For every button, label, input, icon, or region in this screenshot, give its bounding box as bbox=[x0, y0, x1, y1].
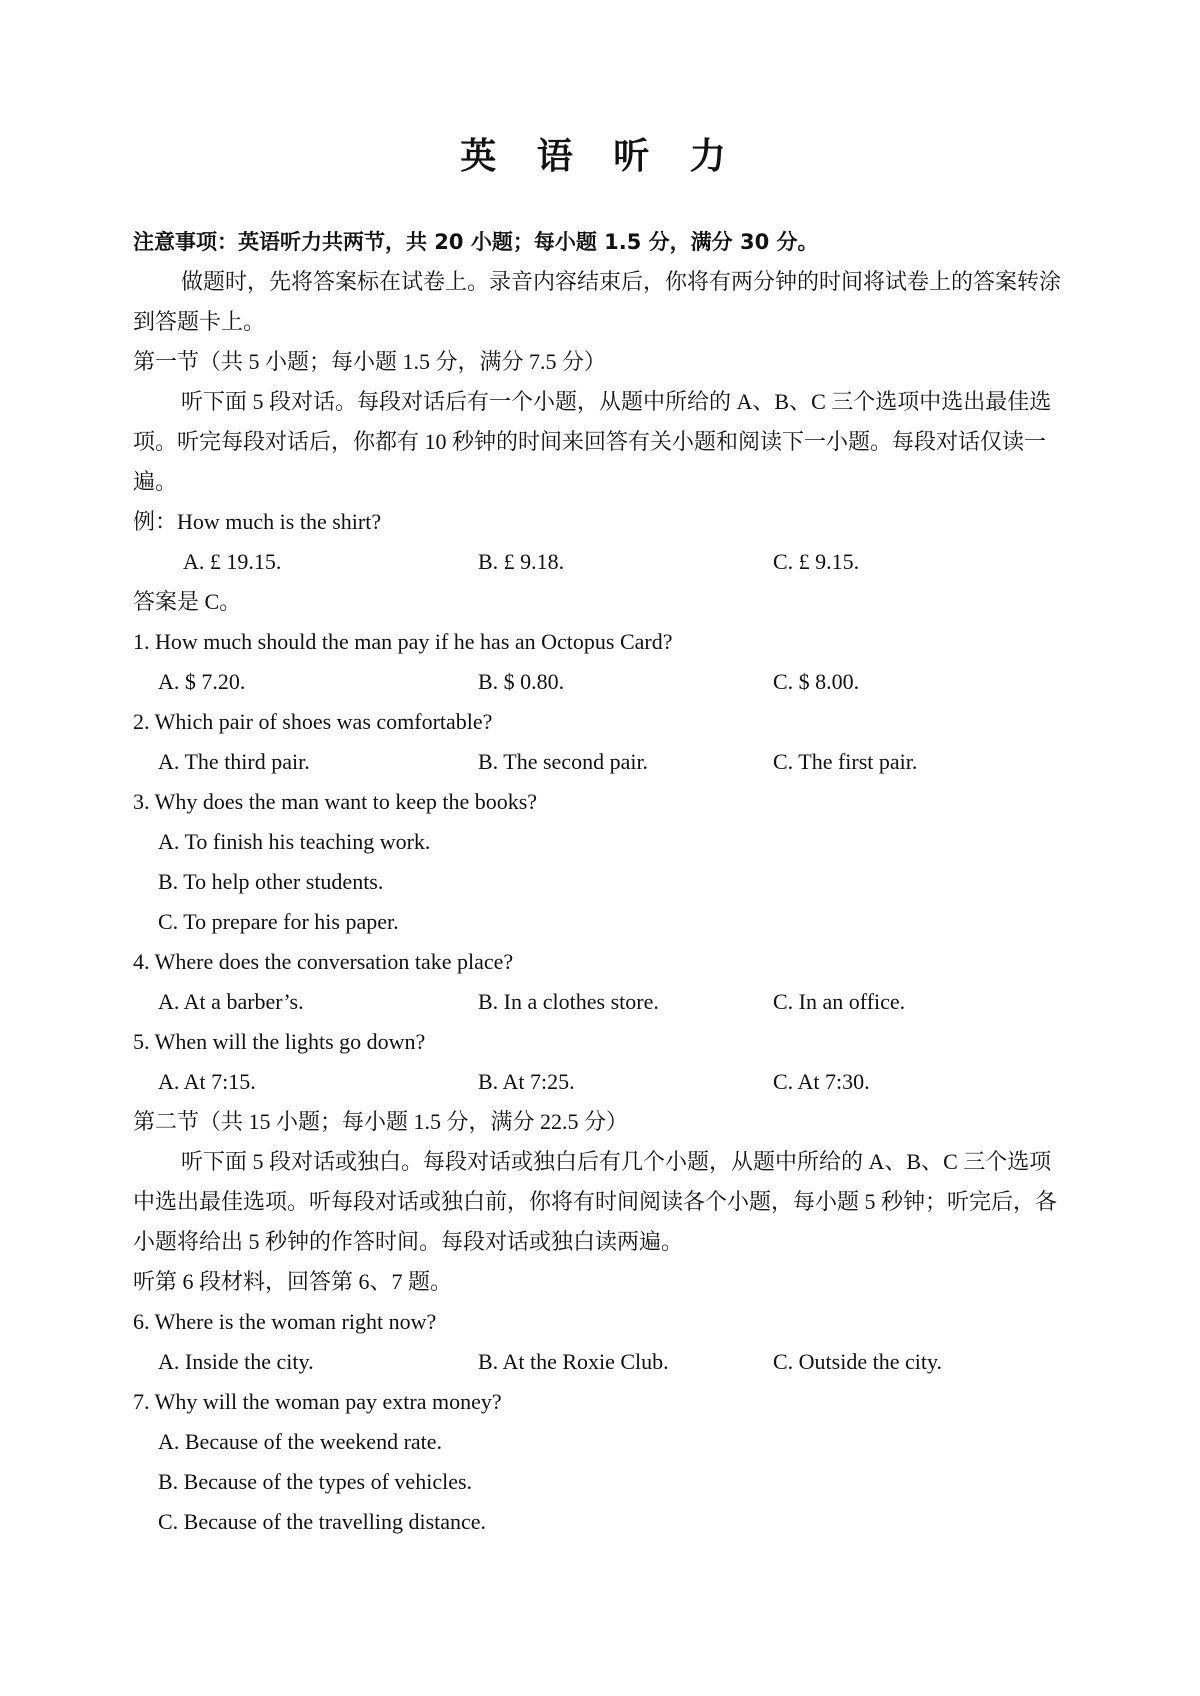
option-b: B. To help other students. bbox=[158, 869, 384, 894]
question-5: 5. When will the lights go down? bbox=[133, 1029, 426, 1054]
option-c: C. £ 9.15. bbox=[773, 549, 860, 574]
option-c: C. Because of the travelling distance. bbox=[158, 1509, 487, 1534]
section2-intro: 听下面 5 段对话或独白。每段对话或独白后有几个小题，从题中所给的 A、B、C 三个选项中选出最佳选项。听每段对话或独白前，你将有时间阅读各个小题，每小题 5 秒钟；听完后，各小题将给出 5 秒钟的作答时间。每段对话或独白读两遍。 bbox=[133, 1149, 1058, 1254]
question-3: 3. Why does the man want to keep the books? bbox=[133, 789, 538, 814]
option-c: C. Outside the city. bbox=[773, 1349, 943, 1374]
question-5-options bbox=[133, 1062, 1073, 1102]
question-7: 7. Why will the woman pay extra money? bbox=[133, 1389, 502, 1414]
option-a: A. $ 7.20. bbox=[158, 669, 246, 694]
question-4-options bbox=[133, 982, 1073, 1022]
question-6: 6. Where is the woman right now? bbox=[133, 1309, 437, 1334]
question-1-options bbox=[133, 662, 1073, 702]
notice-heading: 注意事项：英语听力共两节，共 20 小题；每小题 1.5 分，满分 30 分。 bbox=[133, 230, 819, 254]
question-6-options bbox=[133, 1342, 1073, 1382]
option-b: B. £ 9.18. bbox=[478, 549, 565, 574]
option-c: C. $ 8.00. bbox=[773, 669, 860, 694]
option-a: A. To finish his teaching work. bbox=[158, 829, 431, 854]
question-1: 1. How much should the man pay if he has an Octopus Card? bbox=[133, 629, 673, 654]
section1-heading: 第一节（共 5 小题；每小题 1.5 分，满分 7.5 分） bbox=[133, 349, 607, 374]
option-b: B. Because of the types of vehicles. bbox=[158, 1469, 473, 1494]
example-options bbox=[133, 542, 1073, 582]
example-answer: 答案是 C。 bbox=[133, 589, 242, 614]
page-title: 英 语 听 力 bbox=[460, 136, 740, 177]
option-b: B. The second pair. bbox=[478, 749, 649, 774]
option-a: A. The third pair. bbox=[158, 749, 310, 774]
question-2: 2. Which pair of shoes was comfortable? bbox=[133, 709, 493, 734]
option-c: C. The first pair. bbox=[773, 749, 918, 774]
option-a: A. Inside the city. bbox=[158, 1349, 314, 1374]
section2-heading: 第二节（共 15 小题；每小题 1.5 分，满分 22.5 分） bbox=[133, 1109, 629, 1134]
option-c: C. To prepare for his paper. bbox=[158, 909, 399, 934]
option-b: B. At 7:25. bbox=[478, 1069, 575, 1094]
material-note: 听第 6 段材料，回答第 6、7 题。 bbox=[133, 1269, 453, 1294]
exam-content bbox=[133, 222, 1073, 1542]
option-c: C. At 7:30. bbox=[773, 1069, 870, 1094]
option-a: A. Because of the weekend rate. bbox=[158, 1429, 443, 1454]
section1-intro: 听下面 5 段对话。每段对话后有一个小题，从题中所给的 A、B、C 三个选项中选出最佳选项。听完每段对话后，你都有 10 秒钟的时间来回答有关小题和阅读下一小题。每段对话仅读一遍。 bbox=[133, 389, 1052, 494]
question-2-options bbox=[133, 742, 1073, 782]
option-a: A. At 7:15. bbox=[158, 1069, 256, 1094]
option-b: B. At the Roxie Club. bbox=[478, 1349, 669, 1374]
notice-instructions: 做题时，先将答案标在试卷上。录音内容结束后，你将有两分钟的时间将试卷上的答案转涂到答题卡上。 bbox=[133, 269, 1062, 334]
question-4: 4. Where does the conversation take place? bbox=[133, 949, 514, 974]
option-b: B. In a clothes store. bbox=[478, 989, 659, 1014]
option-c: C. In an office. bbox=[773, 989, 906, 1014]
option-a: A. £ 19.15. bbox=[183, 549, 282, 574]
option-a: A. At a barber’s. bbox=[158, 989, 304, 1014]
example-question: 例：How much is the shirt? bbox=[133, 509, 382, 534]
option-b: B. $ 0.80. bbox=[478, 669, 565, 694]
